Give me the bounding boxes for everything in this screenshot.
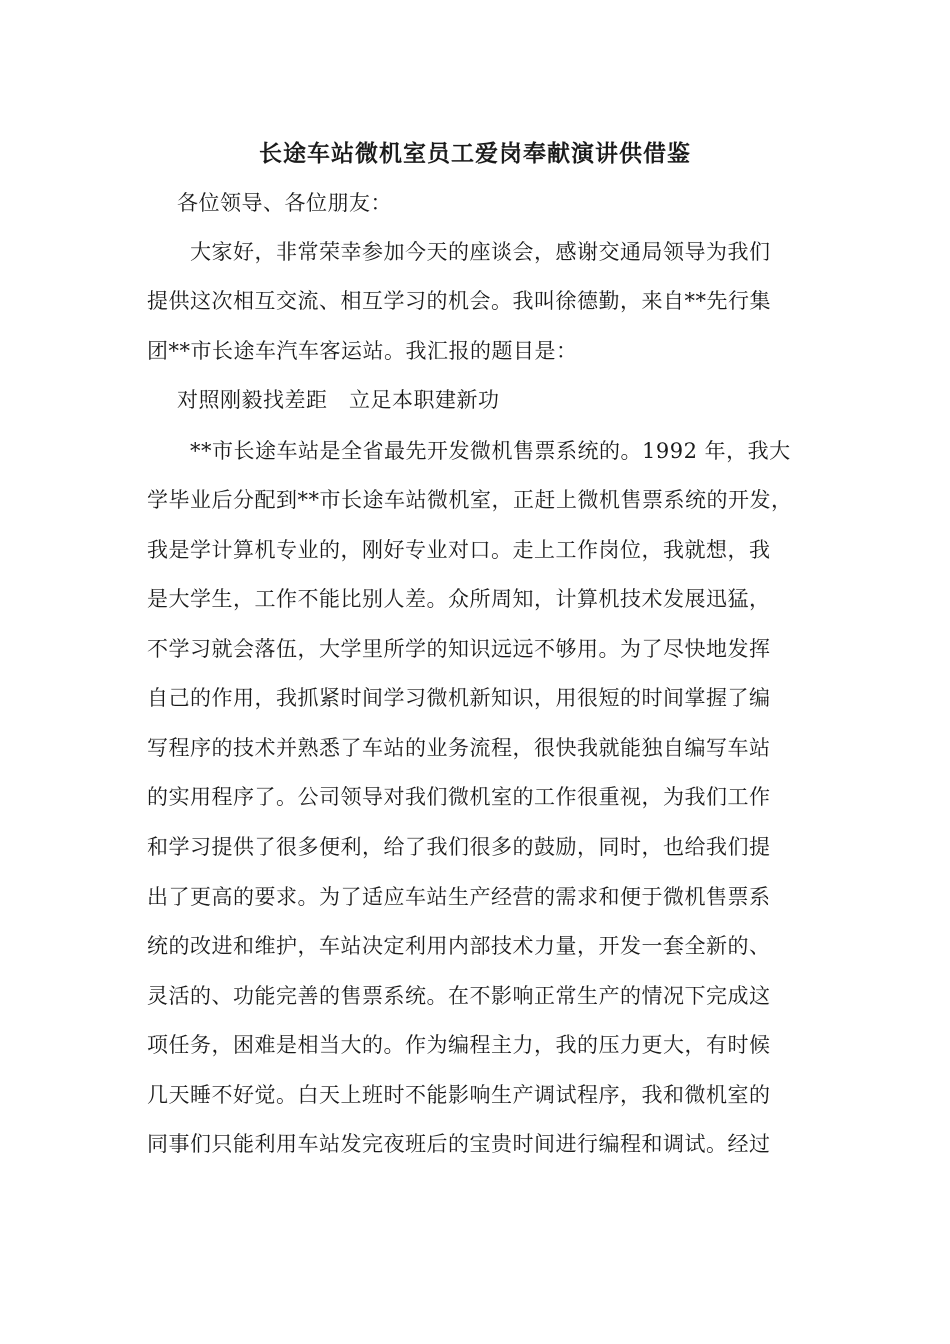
paragraph-line: 灵活的、功能完善的售票系统。在不影响正常生产的情况下完成这 [147, 984, 771, 1008]
paragraph-line: 团**市长途车汽车客运站。我汇报的题目是： [147, 339, 578, 363]
paragraph-line: 出了更高的要求。为了适应车站生产经营的需求和便于微机售票系 [147, 885, 771, 909]
paragraph-line: 同事们只能利用车站发完夜班后的宝贵时间进行编程和调试。经过 [147, 1132, 771, 1156]
salutation: 各位领导、各位朋友： [177, 191, 392, 215]
paragraph-line: 写程序的技术并熟悉了车站的业务流程，很快我就能独自编写车站 [147, 736, 771, 760]
paragraph-line: 几天睡不好觉。白天上班时不能影响生产调试程序，我和微机室的 [147, 1083, 771, 1107]
report-topic: 对照刚毅找差距 立足本职建新功 [177, 388, 500, 412]
paragraph-line: 的实用程序了。公司领导对我们微机室的工作很重视，为我们工作 [147, 785, 771, 809]
paragraph-line: 是大学生，工作不能比别人差。众所周知，计算机技术发展迅猛， [147, 587, 771, 611]
paragraph-line: 不学习就会落伍，大学里所学的知识远远不够用。为了尽快地发挥 [147, 637, 771, 661]
paragraph-line: 学毕业后分配到**市长途车站微机室，正赶上微机售票系统的开发， [147, 488, 793, 512]
paragraph-line: 大家好，非常荣幸参加今天的座谈会，感谢交通局领导为我们 [190, 240, 771, 264]
paragraph-line: **市长途车站是全省最先开发微机售票系统的。1992 年，我大 [190, 439, 791, 463]
paragraph-line: 项任务，困难是相当大的。作为编程主力，我的压力更大，有时候 [147, 1033, 771, 1057]
document-title: 长途车站微机室员工爱岗奉献演讲供借鉴 [259, 140, 691, 167]
paragraph-line: 统的改进和维护，车站决定利用内部技术力量，开发一套全新的、 [147, 934, 771, 958]
paragraph-line: 提供这次相互交流、相互学习的机会。我叫徐德勤，来自**先行集 [147, 289, 771, 313]
paragraph-line: 我是学计算机专业的，刚好专业对口。走上工作岗位，我就想，我 [147, 538, 771, 562]
paragraph-line: 和学习提供了很多便利，给了我们很多的鼓励，同时，也给我们提 [147, 835, 771, 859]
paragraph-line: 自己的作用，我抓紧时间学习微机新知识，用很短的时间掌握了编 [147, 686, 771, 710]
